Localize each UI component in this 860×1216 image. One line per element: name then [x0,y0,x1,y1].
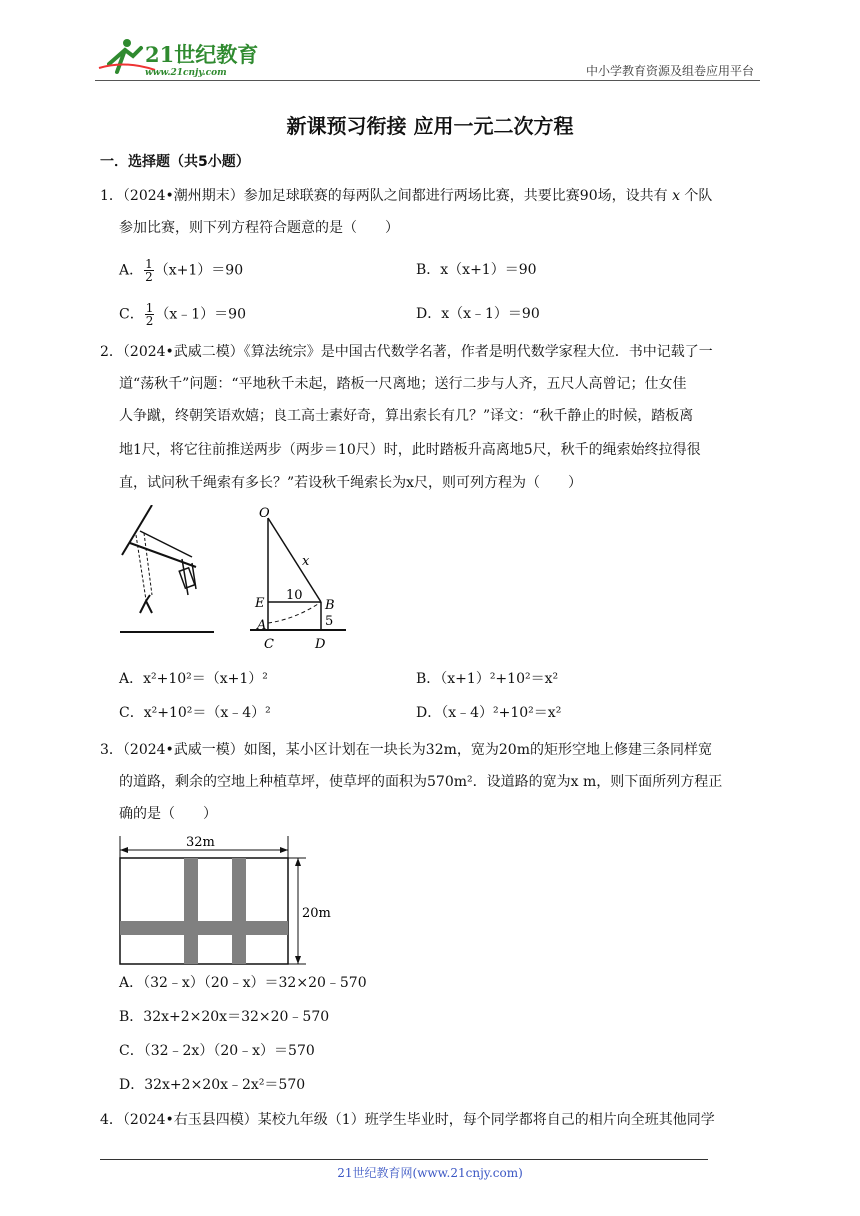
q1-stem-line1 [100,186,762,206]
option-text: （x+1）＝90 [154,262,244,279]
q2-stem-line2: 道“荡秋千”问题：“平地秋千未起，踏板一尺离地；送行二步与人齐，五尺人高曾记；仕女佳 [119,376,687,392]
q2-stem-line1: 2．（2024•武威二模）《算法统宗》是中国古代数学名著，作者是明代数学家程大位．书中记载了一 [100,344,713,360]
q1-var: x [672,188,680,204]
fig-width-label: 32m [186,835,215,850]
q1-text-end: 个队 [684,188,713,204]
label-e: E [255,596,265,611]
q2-option-a[interactable]: A．x²+10²＝（x+1）² [119,671,268,687]
q1-stem-line2: 参加比赛，则下列方程符合题意的是（ ） [119,220,399,236]
footer-text[interactable]: 21世纪教育网(www.21cnjy.com) [337,1166,523,1180]
logo-main-text: 21世纪教育 [145,42,259,67]
option-label: A． [119,262,144,279]
fraction-denominator: 2 [145,314,154,328]
q2-stem-line3: 人争蹴，终朝笑语欢嬉；良工高士素好奇，算出索长有几？”译文：“秋千静止的时候，踏板离 [119,408,694,424]
label-d: D [315,637,326,652]
fraction [144,258,154,283]
header-divider [95,80,760,81]
q2-stem-line4: 地1尺，将它往前推送两步（两步＝10尺）时，此时踏板升高离地5尺，秋千的绳索始终拉得很 [119,442,701,458]
q2-option-b[interactable]: B．（x+1）²+10²＝x² [416,671,559,687]
q3-option-a[interactable]: A．（32﹣x）（20﹣x）＝32×20﹣570 [119,975,367,991]
site-logo [95,34,265,78]
fraction [145,302,155,327]
fraction-numerator: 1 [145,257,153,271]
label-o: O [259,506,270,521]
footer-divider [100,1159,708,1160]
logo-url-text: www.21cnjy.com [145,68,227,78]
q2-stem-line5: 直，试问秋千绳索有多长？”若设秋千绳索长为x尺，则可列方程为（ ） [119,475,583,491]
q3-option-d[interactable]: D．32x+2×20x﹣2x²＝570 [119,1077,306,1093]
label-5: 5 [325,614,334,629]
q3-stem-line3: 确的是（ ） [119,806,217,822]
q1-text: 1．（2024•潮州期末）参加足球联赛的每两队之间都进行两场比赛，共要比赛90场，设共有 [100,188,668,204]
option-text: （x﹣1）＝90 [155,306,246,323]
q3-option-b[interactable]: B．32x+2×20x＝32×20﹣570 [119,1009,330,1025]
swing-figure [116,505,356,655]
platform-name: 中小学教育资源及组卷应用平台 [585,64,754,78]
label-10: 10 [286,588,303,603]
q1-option-c[interactable] [119,302,246,327]
label-a: A [257,618,267,633]
q2-option-d[interactable]: D．（x﹣4）²+10²＝x² [416,705,562,721]
q4-stem-line1: 4．（2024•右玉县四模）某校九年级（1）班学生毕业时，每个同学都将自己的相片向全班其他同学 [100,1112,715,1128]
fraction-numerator: 1 [145,301,154,315]
road-figure [116,830,341,970]
label-b: B [325,598,335,613]
q3-stem-line2: 的道路，剩余的空地上种植草坪，使草坪的面积为570m²．设道路的宽为x m，则下面所列方程正 [119,774,723,790]
fraction-denominator: 2 [145,270,153,284]
label-x: x [302,554,310,569]
runner-icon [95,34,265,78]
q1-option-d[interactable]: D．x（x﹣1）＝90 [416,306,540,322]
fig-height-label: 20m [302,906,331,921]
section-heading: 一．选择题（共5小题） [100,154,250,170]
q1-option-b[interactable]: B．x（x+1）＝90 [416,262,537,278]
q3-stem-line1: 3．（2024•武威一模）如图，某小区计划在一块长为32m，宽为20m的矩形空地上修建三条同样宽 [100,742,712,758]
label-c: C [264,637,274,652]
option-label: C． [119,306,144,323]
page-title: 新课预习衔接 应用一元二次方程 [286,114,574,138]
q1-option-a[interactable] [119,258,243,283]
q3-option-c[interactable]: C．（32﹣2x）（20﹣x）＝570 [119,1043,315,1059]
q2-option-c[interactable]: C．x²+10²＝（x﹣4）² [119,705,271,721]
